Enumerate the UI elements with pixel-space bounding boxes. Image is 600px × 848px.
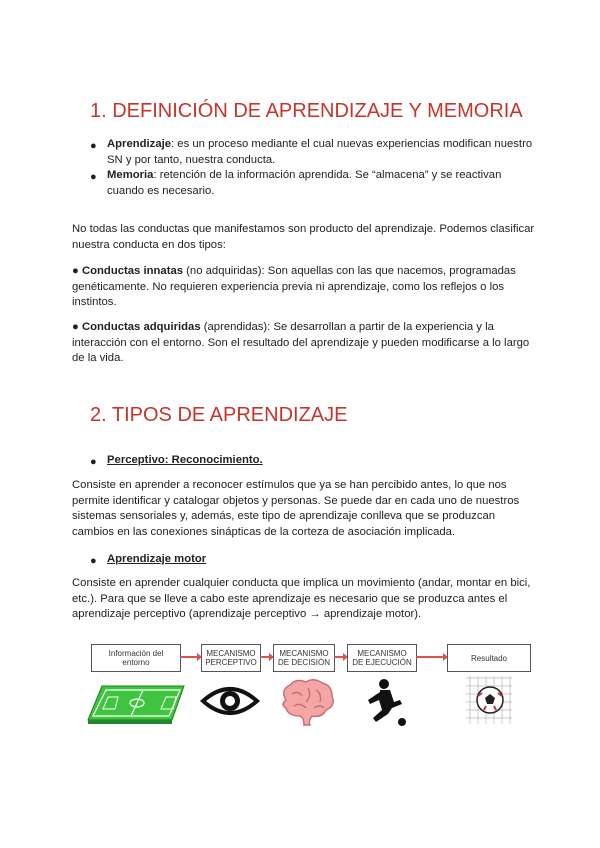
soccer-player-icon [360,678,410,728]
soccer-field-icon [86,682,186,726]
bullet-aprendizaje [107,137,537,168]
def-memoria-2: cuando es necesario. [107,184,215,197]
bullet-dot: ● [90,555,97,567]
motor-heading: Aprendizaje motor [107,553,207,565]
ball-in-net-icon [464,676,514,726]
eye-icon [200,683,260,719]
intro-paragraph: No todas las conductas que manifestamos son producto del aprendizaje. Podemos clasificar nuestra conducta en dos tipos: [72,223,535,251]
section-2-title: 2. TIPOS DE APRENDIZAJE [90,404,348,426]
bullet-dot: ● [90,456,97,468]
bullet-dot: ● [90,140,97,152]
arrow-4 [416,656,444,658]
box-perceptivo: MECANISMO PERCEPTIVO [201,644,261,672]
perceptive-heading: Perceptivo: Reconocimiento. [107,454,263,466]
box-ejecucion: MECANISMO DE EJECUCIÓN [347,644,417,672]
arrow-2 [260,656,270,658]
perceptive-paragraph: Consiste en aprender a reconocer estímulos que ya se han percibido antes, lo que nos permite identificar y catalogar objetos y personas. Se puede dar en cada uno de nuestros sistemas sensoriales y, además, este tipo de aprendizaje conlleva que se produzcan cambios en las conexiones sinápticas de la corteza de asociación implicada. [72,479,520,538]
section-1-title: 1. DEFINICIÓN DE APRENDIZAJE Y MEMORIA [90,100,523,122]
box-decision: MECANISMO DE DECISIÓN [273,644,335,672]
box-resultado: Resultado [447,644,531,672]
arrow-3 [334,656,344,658]
acquired-paragraph: ● Conductas adquiridas (aprendidas): Se desarrollan a partir de la experiencia y la interacción con el entorno. Son el resultado del aprendizaje y pueden modificarse a lo largo de la vida. [72,321,530,364]
def-aprendizaje-2: SN y por tanto, nuestra conducta. [107,153,276,166]
bullet-memoria [107,168,537,199]
arrow-1 [180,656,198,658]
innate-paragraph: ● Conductas innatas (no adquiridas): Son aquellas con las que nacemos, programadas genéticamente. No requieren experiencia previa ni aprendizaje, como los reflejos o los instintos. [72,265,516,308]
brain-icon [278,678,336,726]
term-aprendizaje: Aprendizaje [107,138,172,150]
def-aprendizaje: : es un proceso mediante el cual nuevas experiencias modifican nuestro [171,138,533,150]
motor-paragraph: Consiste en aprender cualquier conducta que implica un movimiento (andar, montar en bici, etc.). Para que se lleve a cabo este aprendizaje es necesario que se produzca antes el aprendizaje perceptivo (aprendizaje perceptivo → aprendizaje motor). [72,577,531,620]
bullet-dot: ● [90,171,97,183]
def-memoria: : retención de la información aprendida. Se “almacena” y se reactivan [153,169,502,181]
term-memoria: Memoria [107,169,154,181]
box-informacion: Información del entorno [91,644,181,672]
